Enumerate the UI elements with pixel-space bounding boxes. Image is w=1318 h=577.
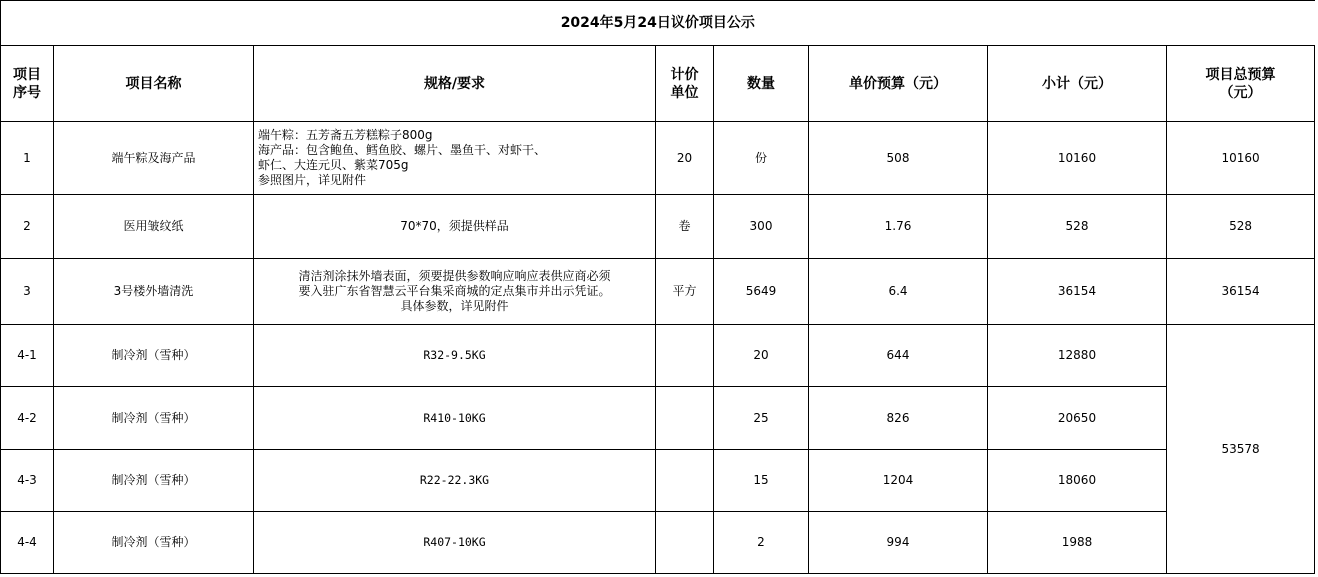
row-spec: 清洁剂涂抹外墙表面，须要提供参数响应响应表供应商必须 要入驻广东省智慧云平台集采商城的定点集市并出示凭证。 具体参数，详见附件 <box>254 259 656 325</box>
row-price: 1204 <box>809 450 988 512</box>
row-qty: 20 <box>714 325 809 387</box>
row-spec: R407-10KG <box>254 512 656 574</box>
row-name: 制冷剂（雪种） <box>54 450 254 512</box>
header-subtotal: 小计（元） <box>988 46 1167 122</box>
header-total: 项目总预算 （元） <box>1167 46 1315 122</box>
row-qty: 15 <box>714 450 809 512</box>
row-seq: 1 <box>1 122 54 195</box>
row-name: 制冷剂（雪种） <box>54 325 254 387</box>
row-seq: 4-1 <box>1 325 54 387</box>
header-seq: 项目 序号 <box>1 46 54 122</box>
row-spec: R22-22.3KG <box>254 450 656 512</box>
table-row <box>1 387 1315 450</box>
row-total: 528 <box>1167 195 1315 259</box>
row-qty: 300 <box>714 195 809 259</box>
table-row <box>1 512 1315 574</box>
row-total: 10160 <box>1167 122 1315 195</box>
row-spec: 70*70，须提供样品 <box>254 195 656 259</box>
row-subtotal: 1988 <box>988 512 1167 574</box>
row-seq: 4-2 <box>1 387 54 450</box>
row-price: 508 <box>809 122 988 195</box>
row-price: 6.4 <box>809 259 988 325</box>
row-unit <box>656 512 714 574</box>
row-qty: 份 <box>714 122 809 195</box>
row-spec: R32-9.5KG <box>254 325 656 387</box>
header-spec: 规格/要求 <box>254 46 656 122</box>
row-name: 制冷剂（雪种） <box>54 512 254 574</box>
header-qty: 数量 <box>714 46 809 122</box>
row-subtotal: 36154 <box>988 259 1167 325</box>
header-price: 单价预算（元） <box>809 46 988 122</box>
table-row <box>1 450 1315 512</box>
row-qty: 2 <box>714 512 809 574</box>
row-unit: 平方 <box>656 259 714 325</box>
header-row <box>1 46 1315 122</box>
row-seq: 4-3 <box>1 450 54 512</box>
row-subtotal: 20650 <box>988 387 1167 450</box>
row-price: 826 <box>809 387 988 450</box>
row-price: 644 <box>809 325 988 387</box>
row-subtotal: 12880 <box>988 325 1167 387</box>
table-row <box>1 195 1315 259</box>
row-seq: 4-4 <box>1 512 54 574</box>
row-qty: 5649 <box>714 259 809 325</box>
table-row <box>1 325 1315 387</box>
row-unit <box>656 450 714 512</box>
row-unit: 20 <box>656 122 714 195</box>
row-total: 36154 <box>1167 259 1315 325</box>
row-unit <box>656 325 714 387</box>
row-name: 3号楼外墙清洗 <box>54 259 254 325</box>
row-name: 端午粽及海产品 <box>54 122 254 195</box>
row-name: 制冷剂（雪种） <box>54 387 254 450</box>
row-spec: 端午粽：五芳斋五芳糕粽子800g 海产品：包含鲍鱼、鳕鱼胶、螺片、墨鱼干、对虾干、 虾仁、大连元贝、紫菜705g 参照图片，详见附件 <box>254 122 656 195</box>
row-subtotal: 18060 <box>988 450 1167 512</box>
row-subtotal: 10160 <box>988 122 1167 195</box>
table-row <box>1 259 1315 325</box>
header-unit: 计价 单位 <box>656 46 714 122</box>
row-unit <box>656 387 714 450</box>
row-seq: 3 <box>1 259 54 325</box>
row-subtotal: 528 <box>988 195 1167 259</box>
row-name: 医用皱纹纸 <box>54 195 254 259</box>
header-name: 项目名称 <box>54 46 254 122</box>
row-spec: R410-10KG <box>254 387 656 450</box>
group4-total: 53578 <box>1167 325 1315 574</box>
row-seq: 2 <box>1 195 54 259</box>
table-row <box>1 122 1315 195</box>
row-qty: 25 <box>714 387 809 450</box>
row-price: 994 <box>809 512 988 574</box>
page-title: 2024年5月24日议价项目公示 <box>1 1 1315 46</box>
row-price: 1.76 <box>809 195 988 259</box>
row-unit: 卷 <box>656 195 714 259</box>
